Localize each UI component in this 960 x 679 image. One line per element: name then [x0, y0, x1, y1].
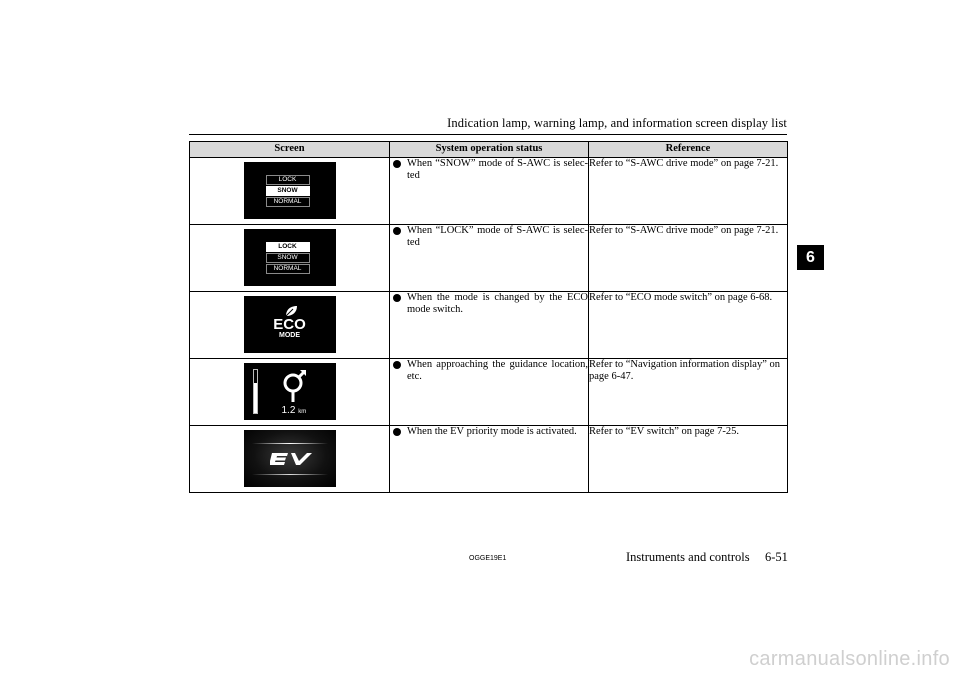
reference-cell: Refer to “S-AWC drive mode” on page 7-21. [589, 157, 788, 224]
column-header-reference: Reference [589, 142, 788, 158]
screen-cell [190, 224, 390, 291]
distance-value: 1.2 [281, 404, 296, 416]
status-bullet-item [390, 158, 588, 183]
bullet-icon [393, 361, 401, 369]
reference-cell: Refer to “EV switch” on page 7-25. [589, 425, 788, 492]
distance-progress-bar [253, 369, 258, 414]
eco-label: ECO [273, 315, 306, 333]
distance-progress-fill [254, 383, 257, 413]
screen-cell [190, 425, 390, 492]
mode-item-normal: NORMAL [266, 197, 310, 207]
status-cell [390, 358, 589, 425]
table-header-row [190, 142, 788, 158]
mode-item-lock: LOCK [266, 175, 310, 185]
glow-line [252, 443, 328, 444]
status-cell [390, 224, 589, 291]
bullet-icon [393, 160, 401, 168]
page-number: 6-51 [765, 550, 788, 564]
mode-item-normal: NORMAL [266, 264, 310, 274]
footer-section-title: Instruments and controls [626, 550, 750, 564]
status-cell [390, 425, 589, 492]
reference-cell: Refer to “Navigation information display” on page 6-47. [589, 358, 788, 425]
watermark: carmanualsonline.info [749, 648, 950, 670]
s-awc-snow-screen [244, 162, 336, 219]
column-header-status: System operation status [390, 142, 589, 158]
screen-cell [190, 291, 390, 358]
screen-cell [190, 358, 390, 425]
table-row [190, 425, 788, 492]
status-bullet-item [390, 426, 588, 439]
glow-line [252, 474, 328, 475]
bullet-icon [393, 428, 401, 436]
ev-logo-icon [270, 452, 312, 466]
screen-cell [190, 157, 390, 224]
eco-mode-screen [244, 296, 336, 353]
reference-table [189, 141, 788, 493]
table-row [190, 358, 788, 425]
status-bullet-item [390, 292, 588, 317]
distance-readout [282, 405, 307, 417]
document-code: OGGE19E1 [469, 555, 507, 562]
status-bullet-item [390, 225, 588, 250]
status-text: When approaching the guidance location, etc. [407, 358, 588, 383]
status-cell [390, 291, 589, 358]
column-header-screen: Screen [190, 142, 390, 158]
page-header-title: Indication lamp, warning lamp, and information screen display list [447, 116, 787, 130]
reference-cell: Refer to “ECO mode switch” on page 6-68. [589, 291, 788, 358]
status-text: When the mode is changed by the ECO mode switch. [407, 291, 588, 316]
status-text: When “SNOW” mode of S-AWC is selec-ted [407, 157, 588, 182]
chapter-tab[interactable]: 6 [797, 245, 824, 270]
bullet-icon [393, 227, 401, 235]
drive-mode-list [266, 175, 310, 208]
table-row [190, 157, 788, 224]
status-text: When the EV priority mode is activated. [407, 425, 577, 437]
s-awc-lock-screen [244, 229, 336, 286]
header-divider [189, 134, 787, 135]
mode-item-snow: SNOW [266, 253, 310, 263]
distance-unit: km [298, 408, 307, 415]
drive-mode-list [266, 242, 310, 275]
navigation-screen [244, 363, 336, 420]
status-bullet-item [390, 359, 588, 384]
mode-item-snow: SNOW [266, 186, 310, 196]
roundabout-arrow-icon [278, 367, 308, 403]
table-row [190, 224, 788, 291]
ev-priority-screen [244, 430, 336, 487]
table-row [190, 291, 788, 358]
reference-cell: Refer to “S-AWC drive mode” on page 7-21. [589, 224, 788, 291]
bullet-icon [393, 294, 401, 302]
status-text: When “LOCK” mode of S-AWC is selec-ted [407, 224, 588, 249]
status-cell [390, 157, 589, 224]
mode-label: MODE [279, 331, 300, 339]
mode-item-lock: LOCK [266, 242, 310, 252]
